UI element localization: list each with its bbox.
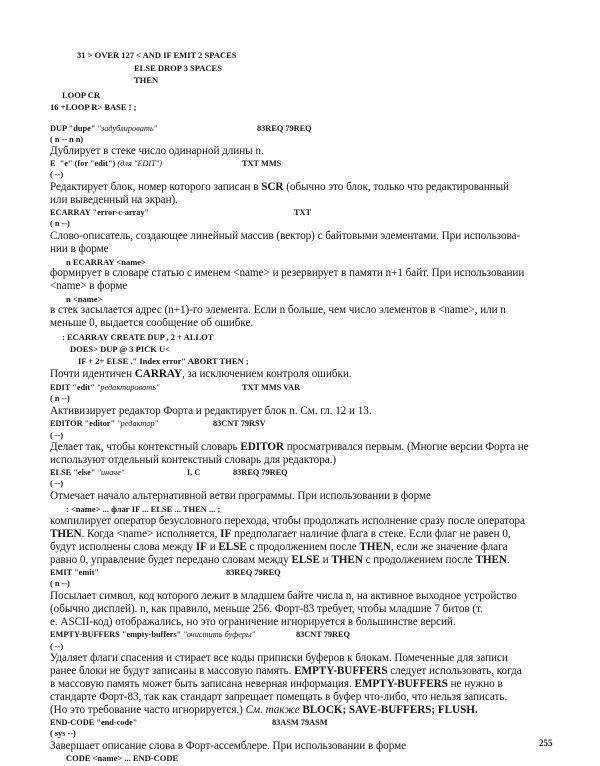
else-description-5: [50, 554, 510, 566]
ecarray-desc7-text: Почти идентичен: [50, 368, 135, 380]
else-d4-t3: с продолжением после: [246, 541, 360, 553]
emptybuffers-stack: ( --): [50, 642, 64, 651]
eb-d5-refs: BLOCK; SAVE-BUFFERS; FLUSH.: [299, 704, 478, 716]
ecarray-form-1: n ECARRAY <name>: [66, 257, 146, 267]
e-desc-end: (обычно это блок, только что редактированный: [283, 181, 509, 193]
else-description-4: [50, 541, 508, 553]
ecarray-description-4: <name> в форме: [50, 280, 128, 292]
else-d4-t1: будут исполнены слова между: [50, 541, 196, 553]
emptybuffers-description-1: Удаляет флаги спасения и стирает все коды приписки буферов к блокам. Помеченные для записи: [50, 652, 508, 664]
endcode-form: CODE <name> ... END-CODE: [66, 753, 179, 763]
edit-pron: "edit": [72, 383, 95, 392]
ecarray-desc7-keyword: CARRAY: [134, 368, 182, 380]
editor-description-1: [50, 441, 529, 453]
editor-translation: "редактор": [117, 419, 159, 428]
edit-name: EDIT: [50, 383, 71, 392]
emit-description-3: е. ASCII-код) отображались, но это ограничение игнорируется в большинстве версий.: [50, 616, 456, 628]
e-description-1: [50, 181, 509, 193]
e-pron: "e" (for "edit"): [59, 159, 116, 168]
dup-stack: ( n -- n n): [50, 135, 84, 144]
code-line-4: LOOP CR: [62, 90, 101, 100]
code-line-3: THEN: [134, 75, 159, 85]
editor-stack: ( --): [50, 431, 64, 440]
code-line-2: ELSE DROP 3 SPACES: [134, 63, 222, 73]
else-d3-t2: предполагает наличие флага в стеке. Если флаг не равен 0,: [231, 528, 511, 540]
endcode-name: END-CODE: [50, 718, 95, 727]
eb-d3-t1: в массовую память может быть записана неверная информация.: [50, 678, 355, 690]
else-d5-kw1: ELSE: [291, 554, 320, 566]
eb-d2-t2: следует использовать, когда: [387, 665, 522, 677]
eb-d3-t2: не нужно в: [447, 678, 503, 690]
else-description-3: [50, 528, 511, 540]
e-name: E: [50, 159, 56, 168]
e-translation: (для "EDIT"): [117, 159, 163, 168]
endcode-standard: 83ASM 79ASM: [272, 718, 328, 727]
ecarray-form-2: n <name>: [66, 294, 103, 304]
eb-d5-see-also: См. также: [245, 704, 300, 716]
ecarray-description-2: нии в форме: [50, 243, 109, 255]
code-line-5: 16 +LOOP R> BASE ! ;: [50, 102, 137, 112]
ecarray-header: ECARRAY "error-c-array": [50, 208, 150, 217]
else-d5-kw2: THEN: [331, 554, 363, 566]
else-pron: "else": [73, 468, 96, 477]
ecarray-standard: TXT: [294, 208, 312, 217]
emit-name: EMIT: [50, 568, 72, 577]
edit-description: Активизирует редактор Форта и редактирует блок n. См. гл. 12 и 13.: [50, 405, 372, 417]
emptybuffers-description-2: [50, 665, 522, 677]
else-d4-kw2: ELSE: [218, 541, 247, 553]
else-form: : <name> ... флаг IF ... ELSE ... THEN ... ;: [66, 504, 221, 514]
endcode-description: Завершает описание слова в Форт-ассемблере. При использовании в форме: [50, 740, 407, 752]
endcode-stack: ( sys --): [50, 729, 76, 738]
else-flags: I, C: [187, 468, 201, 477]
edit-standard: TXT MMS VAR: [242, 383, 301, 392]
else-translation: "иначе": [97, 468, 125, 477]
emptybuffers-header: [50, 629, 255, 641]
else-stack: ( --): [50, 479, 64, 488]
ecarray-description-5: в стек засылается адрес (n+1)-го элемента. Если n больше, чем число элементов в <name>, или n: [50, 304, 506, 316]
e-stack: ( --): [50, 170, 64, 179]
else-d4-t4: , если же значение флага: [390, 541, 508, 553]
else-d5-kw3: THEN: [475, 554, 507, 566]
else-d5-t3: с продолжением после: [362, 554, 476, 566]
else-d3-kw2: IF: [220, 528, 232, 540]
e-desc-text: Редактирует блок, номер которого записан в: [50, 181, 262, 193]
editor-desc1-end: просматривался первым. (Многие версии Форта не: [284, 441, 529, 453]
else-d4-kw3: THEN: [359, 541, 391, 553]
else-name: ELSE: [50, 468, 72, 477]
ecarray-stack: ( n --): [50, 219, 70, 228]
emptybuffers-description-5: [50, 704, 478, 716]
dup-standard: 83REQ 79REQ: [257, 124, 312, 133]
ecarray-description-3: формирует в словаре статью с именем <name> и резервирует в памяти n+1 байт. При использовании: [50, 267, 525, 279]
ecarray-code-1: : ECARRAY CREATE DUP , 2 + ALLOT: [62, 332, 214, 342]
e-desc-keyword: SCR: [261, 181, 284, 193]
emptybuffers-name: EMPTY-BUFFERS: [50, 630, 120, 639]
else-d5-t4: .: [506, 554, 510, 566]
editor-description-2: используют отдельный контекстный словарь для редактора.): [50, 454, 337, 466]
editor-standard: 83CNT 79RSV: [213, 419, 266, 428]
editor-desc1-text: Делает так, чтобы контекстный словарь: [50, 441, 241, 453]
dup-pron: "dupe": [68, 124, 96, 133]
else-standard: 83REQ 79REQ: [233, 468, 288, 477]
ecarray-desc7-end: , за исключением контроля ошибки.: [181, 368, 352, 380]
e-header: [50, 158, 162, 170]
endcode-pron: "end-code": [96, 718, 138, 727]
edit-translation: "редактировать": [96, 383, 160, 392]
editor-pron: "editor": [84, 419, 116, 428]
editor-desc1-keyword: EDITOR: [240, 441, 284, 453]
e-standard: TXT MMS: [242, 159, 282, 168]
ecarray-description-7: [50, 368, 352, 380]
eb-d2-t1: ранее блоки не будут записаны в массовую память.: [50, 665, 295, 677]
else-d3-t1: . Когда <name> исполняется,: [81, 528, 221, 540]
emptybuffers-description-3: [50, 678, 503, 690]
dup-description: Дублирует в стеке число одинарной длины n.: [50, 145, 264, 157]
ecarray-description-1: Слово-описатель, создающее линейный массив (вектор) с байтовыми элементами. При использова-: [50, 230, 521, 242]
else-description-1: Отмечает начало альтернативной ветви программы. При использовании в форме: [50, 490, 431, 502]
page-number: 255: [539, 738, 553, 748]
else-d4-t2: и: [206, 541, 219, 553]
dup-translation: "задублировать": [97, 124, 158, 133]
editor-name: EDITOR: [50, 419, 83, 428]
else-d5-t2: и: [319, 554, 332, 566]
else-d5-t1: равно 0, управление будет передано словам между: [50, 554, 292, 566]
emit-description-1: Посылает символ, код которого лежит в младшем байте числа n, на активное выходное устройство: [50, 590, 517, 602]
edit-stack: ( n --): [50, 394, 70, 403]
emptybuffers-pron: "empty-buffers": [121, 630, 182, 639]
e-description-2: или выведенный на экран).: [50, 194, 178, 206]
eb-d3-kw: EMPTY-BUFFERS: [354, 678, 448, 690]
eb-d5-t1: (Но это требование часто игнорируется.): [50, 704, 246, 716]
else-d4-kw1: IF: [195, 541, 207, 553]
emit-pron: "emit": [74, 568, 99, 577]
emptybuffers-description-4: стандарте Форт-83, так как стандарт запрещает помещать в буфер что-либо, что нельзя записать.: [50, 691, 508, 703]
emit-stack: ( n --): [50, 579, 70, 588]
emit-description-2: (обычно дисплей). n, как правило, меньше 256. Форт-83 требует, чтобы младшие 7 битов (т.: [50, 603, 483, 615]
eb-d2-kw: EMPTY-BUFFERS: [294, 665, 388, 677]
else-description-2: компилирует оператор безусловного перехода, чтобы продолжать исполнение сразу после оператора: [50, 515, 525, 527]
ecarray-code-3: IF + 2+ ELSE ." Index error" ABORT THEN ;: [78, 356, 249, 366]
emptybuffers-translation: "очистить буферы": [183, 630, 256, 639]
ecarray-code-2: DOES> DUP @ 3 PICK U<: [70, 344, 171, 354]
code-line-1: 31 > OVER 127 < AND IF EMIT 2 SPACES: [77, 50, 237, 60]
dup-name: DUP: [50, 124, 67, 133]
else-d3-kw1: THEN: [50, 528, 82, 540]
emptybuffers-standard: 83CNT 79REQ: [296, 630, 351, 639]
editor-header: [50, 418, 158, 430]
emit-standard: 83REQ 79REQ: [226, 568, 281, 577]
ecarray-description-6: меньше 0, выдается сообщение об ошибке.: [50, 317, 254, 329]
